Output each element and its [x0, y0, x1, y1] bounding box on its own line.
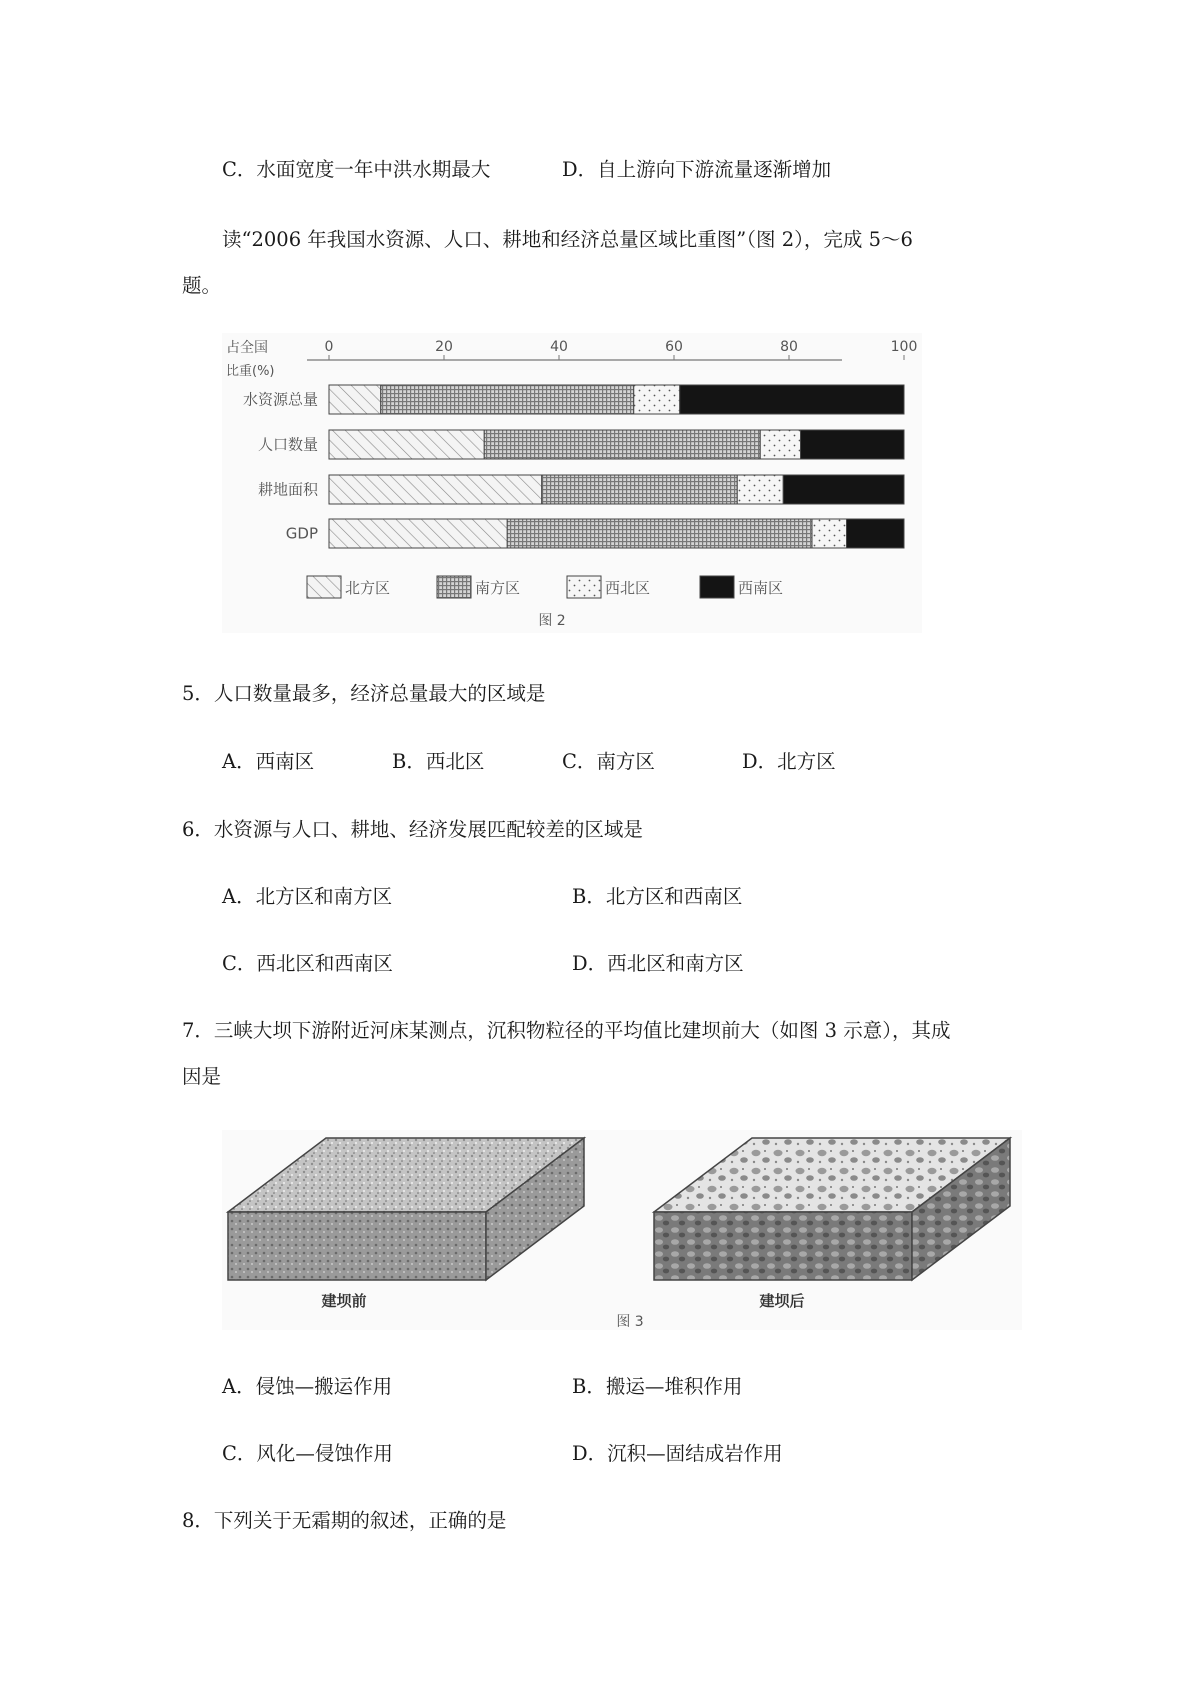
bar-segment [484, 430, 760, 459]
bar-segment [760, 430, 800, 459]
figure-2-chart [222, 333, 922, 633]
q6-stem: 6．水资源与人口、耕地、经济发展匹配较差的区域是 [182, 818, 643, 841]
label-after-dam: 建坝后 [759, 1292, 805, 1310]
q5-option-c: C．南方区 [562, 750, 655, 773]
q7-stem-line-1: 7．三峡大坝下游附近河床某测点，沉积物粒径的平均值比建坝前大（如图 3 示意），其成 [182, 1019, 951, 1042]
q5-option-d: D．北方区 [742, 750, 836, 773]
figure-3-svg [222, 1130, 1022, 1330]
q7-options-row-2 [0, 1444, 1200, 1468]
bar-segment [507, 519, 812, 548]
bar-segment [801, 430, 905, 459]
x-tick-label: 60 [665, 339, 683, 355]
q6-option-a: A．北方区和南方区 [222, 885, 393, 908]
bar-segment [329, 385, 381, 414]
figure-2-caption: 图 2 [538, 613, 566, 629]
legend-label: 北方区 [345, 579, 391, 597]
q5-options-row [0, 752, 1200, 776]
q5-option-a: A．西南区 [222, 750, 315, 773]
q4-option-c: C．水面宽度一年中洪水期最大 [222, 158, 491, 181]
y-axis-title-1: 占全国 [226, 340, 268, 356]
x-axis-ticks [325, 339, 918, 360]
q6-options-row-2 [0, 954, 1200, 978]
legend-label: 西北区 [605, 579, 651, 597]
legend-swatch [437, 576, 471, 598]
q7-option-c: C．风化—侵蚀作用 [222, 1442, 393, 1465]
q8-stem: 8．下列关于无霜期的叙述，正确的是 [182, 1509, 507, 1532]
bar-segment [542, 475, 738, 504]
category-labels [243, 391, 319, 543]
q6-option-c: C．西北区和西南区 [222, 952, 393, 975]
bar-segment [634, 385, 680, 414]
bar-segment [737, 475, 783, 504]
bar-segment [783, 475, 904, 504]
legend [307, 576, 783, 598]
legend-label: 南方区 [475, 579, 521, 597]
q4-option-d: D．自上游向下游流量逐渐增加 [562, 158, 832, 181]
category-label: 水资源总量 [242, 390, 318, 409]
q7-stem-line-2: 因是 [182, 1065, 222, 1088]
q7-option-a: A．侵蚀—搬运作用 [222, 1375, 393, 1398]
block-after-dam [654, 1138, 1010, 1280]
q5-option-b: B．西北区 [392, 750, 485, 773]
q7-options-row-1 [0, 1377, 1200, 1401]
q7-option-d: D．沉积—固结成岩作用 [572, 1442, 783, 1465]
q6-option-b: B．北方区和西南区 [572, 885, 743, 908]
legend-swatch [567, 576, 601, 598]
intro-line-2: 题。 [182, 274, 222, 297]
legend-swatch [700, 576, 734, 598]
label-before-dam: 建坝前 [321, 1292, 367, 1310]
bar-segment [329, 475, 542, 504]
bar-segment [847, 519, 905, 548]
q5-stem: 5．人口数量最多，经济总量最大的区域是 [182, 682, 546, 705]
category-label: 人口数量 [257, 435, 318, 454]
q4-options-row [0, 160, 1200, 184]
figure-3-caption: 图 3 [616, 1314, 644, 1330]
block-before-dam [228, 1138, 584, 1280]
bar-segment [381, 385, 634, 414]
q6-options-row-1 [0, 887, 1200, 911]
bar-segment [329, 430, 484, 459]
figure-3-illustration [222, 1130, 1022, 1330]
legend-swatch [307, 576, 341, 598]
x-tick-label: 100 [890, 339, 918, 355]
bar-segments [329, 385, 904, 548]
legend-label: 西南区 [738, 579, 784, 597]
bar-segment [812, 519, 847, 548]
y-axis-title-2: 比重(%) [226, 364, 275, 379]
q7-option-b: B．搬运—堆积作用 [572, 1375, 743, 1398]
x-tick-label: 20 [435, 339, 453, 355]
bar-segment [680, 385, 904, 414]
category-label: 耕地面积 [257, 480, 318, 499]
figure-2-svg [222, 333, 922, 633]
q6-option-d: D．西北区和南方区 [572, 952, 744, 975]
bar-segment [329, 519, 507, 548]
x-tick-label: 40 [550, 339, 568, 355]
intro-line-1: 读“2006 年我国水资源、人口、耕地和经济总量区域比重图”（图 2），完成 5～6 [222, 228, 913, 251]
x-tick-label: 0 [324, 339, 334, 355]
x-tick-label: 80 [780, 339, 798, 355]
category-label: GDP [285, 524, 318, 543]
